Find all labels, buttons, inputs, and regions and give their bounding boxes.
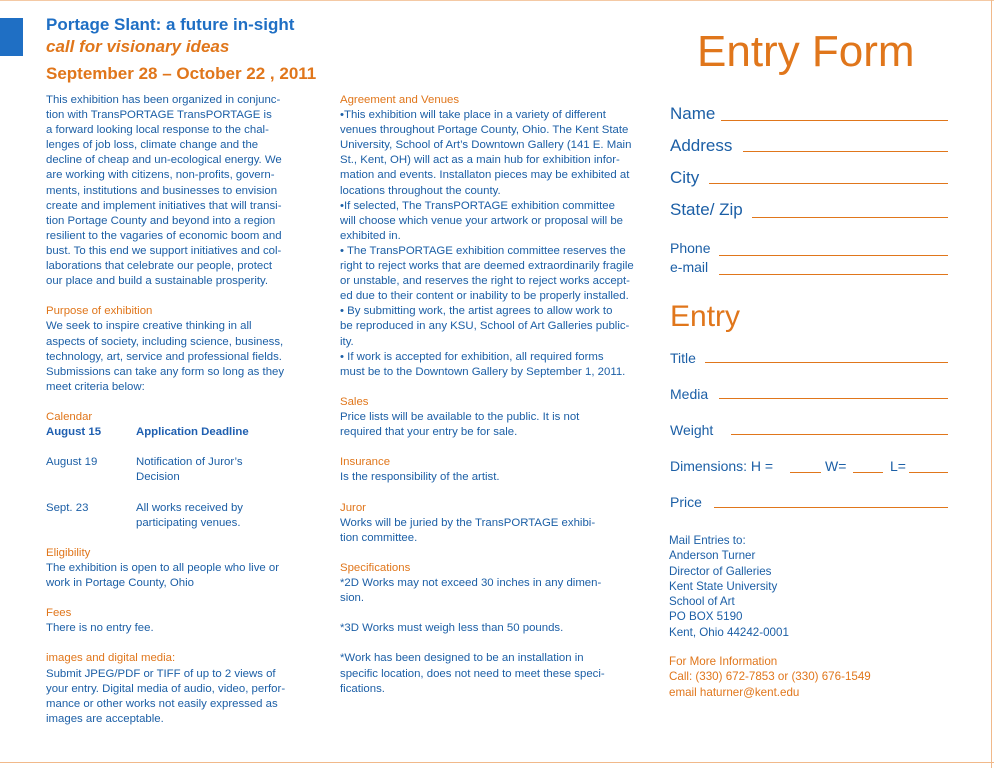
- specifications-heading: Specifications: [340, 561, 411, 574]
- exhibition-dates: September 28 – October 22 , 2011: [46, 64, 317, 83]
- calendar-desc: All works received by participating venues.: [136, 501, 243, 529]
- weight-line[interactable]: [731, 434, 948, 435]
- dimensions-label: Dimensions: H =: [670, 458, 774, 474]
- email-label: e-mail: [670, 259, 709, 275]
- insurance-heading: Insurance: [340, 456, 391, 469]
- title-line[interactable]: [705, 362, 948, 363]
- more-info-phone: Call: (330) 672-7853 or (330) 676-1549: [669, 670, 871, 684]
- entry-heading: Entry: [670, 300, 741, 333]
- mail-line: Director of Galleries: [669, 564, 772, 578]
- right-border: [991, 0, 992, 768]
- blue-tab-decoration: [0, 18, 23, 56]
- more-info-block: [669, 654, 871, 700]
- juror-heading: Juror: [340, 501, 366, 514]
- name-label: Name: [670, 104, 716, 123]
- media-line[interactable]: [719, 398, 948, 399]
- top-border: [0, 0, 994, 5]
- media-label: Media: [670, 386, 709, 402]
- sales-heading: Sales: [340, 395, 369, 408]
- fees-body: There is no entry fee.: [46, 622, 154, 635]
- exhibition-title: Portage Slant: a future in-sight: [46, 15, 295, 34]
- eligibility-body: The exhibition is open to all people who live or work in Portage County, Ohio: [46, 561, 280, 589]
- phone-label: Phone: [670, 240, 711, 256]
- state-zip-label: State/ Zip: [670, 200, 743, 219]
- more-info-heading: For More Information: [669, 655, 778, 668]
- venues-heading: Agreement and Venues: [340, 94, 460, 106]
- specifications-body: *2D Works may not exceed 30 inches in any dimen- sion. *3D Works must weigh less than 50 pounds. *Work has been designed to be an installation in specific location, does not need to meet these speci- fications.: [340, 577, 605, 695]
- price-label: Price: [670, 494, 702, 510]
- email-line[interactable]: [719, 274, 948, 275]
- eligibility-heading: Eligibility: [46, 546, 91, 559]
- middle-column: [340, 93, 640, 697]
- calendar-date: August 19: [46, 456, 98, 469]
- dimension-h-line[interactable]: [790, 472, 821, 473]
- calendar-date: August 15: [46, 426, 102, 439]
- mail-entries-block: [669, 533, 789, 640]
- weight-label: Weight: [670, 422, 714, 438]
- purpose-body: We seek to inspire creative thinking in all aspects of society, including science, business, technology, art, service and professional fields. Submissions can take any form so long as they meet criteria below:: [46, 320, 285, 393]
- dimension-w-label: W=: [825, 458, 847, 474]
- mail-line: PO BOX 5190: [669, 610, 743, 624]
- sales-body: Price lists will be available to the public. It is not required that your entry be for sale.: [340, 410, 580, 439]
- address-line[interactable]: [743, 151, 948, 152]
- media-body: Submit JPEG/PDF or TIFF of up to 2 views of your entry. Digital media of audio, video, perfor- mance or other works not easily expressed as images are acceptable.: [46, 667, 286, 725]
- insurance-body: Is the responsibility of the artist.: [340, 471, 500, 484]
- mail-line: Anderson Turner: [669, 549, 756, 563]
- dimension-w-line[interactable]: [853, 472, 883, 473]
- name-line[interactable]: [721, 120, 948, 121]
- media-heading: images and digital media:: [46, 652, 176, 665]
- calendar-row: [46, 425, 321, 440]
- mail-line: School of Art: [669, 595, 735, 609]
- calendar-desc: Application Deadline: [136, 426, 249, 439]
- more-info-email[interactable]: email haturner@kent.edu: [669, 685, 800, 699]
- dimension-l-label: L=: [890, 458, 906, 474]
- bottom-border: [0, 762, 994, 763]
- calendar-heading: Calendar: [46, 410, 93, 423]
- entry-form-title: Entry Form: [697, 27, 915, 76]
- fees-heading: Fees: [46, 607, 72, 620]
- mail-line: Kent, Ohio 44242-0001: [669, 625, 789, 639]
- phone-line[interactable]: [719, 255, 948, 256]
- calendar-desc: Notification of Juror’s Decision: [136, 456, 243, 484]
- city-line[interactable]: [709, 183, 948, 184]
- calendar-date: Sept. 23: [46, 501, 89, 514]
- dimension-l-line[interactable]: [909, 472, 948, 473]
- exhibition-subtitle: call for visionary ideas: [46, 37, 230, 56]
- juror-body: Works will be juried by the TransPORTAGE exhibi- tion committee.: [340, 516, 596, 544]
- title-label: Title: [670, 350, 696, 366]
- state-zip-line[interactable]: [752, 217, 948, 218]
- calendar-row: [46, 501, 321, 531]
- price-line[interactable]: [714, 507, 948, 508]
- calendar-row: [46, 455, 321, 485]
- address-label: Address: [670, 136, 733, 155]
- purpose-heading: Purpose of exhibition: [46, 305, 153, 318]
- venues-body: •This exhibition will take place in a variety of different venues throughout Portage County, Ohio. The Kent State University, School of Art’s Downtown Gallery (141 E. Main St., Kent, OH) will act as a main hub for exhibition infor- mation and events. Installaton pieces may be exhibited at locations throughout the county. •If selected, The TransPORTAGE exhibition committee will choose which venue your artwork or proposal will be exhibited in. • The TransPORTAGE exhibition committee reserves the right to reject works that are deemed extraordinarily fragile or unstable, and reserves the right to reject works accept- ed due to their content or inability to be properly installed. • By submitting work, the artist agrees to allow work to be reproduced in any KSU, School of Art Galleries public- ity. • If work is accepted for exhibition, all required forms must be to the Downtown Gallery by September 1, 2011.: [340, 109, 634, 378]
- mail-heading: Mail Entries to:: [669, 534, 746, 547]
- left-column: [46, 93, 321, 727]
- mail-line: Kent State University: [669, 579, 778, 593]
- intro-paragraph: This exhibition has been organized in conjunc- tion with TransPORTAGE TransPORTAGE is a forward looking local response to the chal- lenges of job loss, climate change and the decline of cheap and un-ecological energy. We are working with citizens, non-profits, govern- ments, institutions and businesses to envision create and implement initiatives that will transi- tion Portage County and beyond into a region resilient to the vagaries of economic boom and bust. To this end we support initiatives and col- laborations that celebrate our people, protect our place and build a sustainable prosperity.: [46, 94, 282, 288]
- city-label: City: [670, 168, 700, 187]
